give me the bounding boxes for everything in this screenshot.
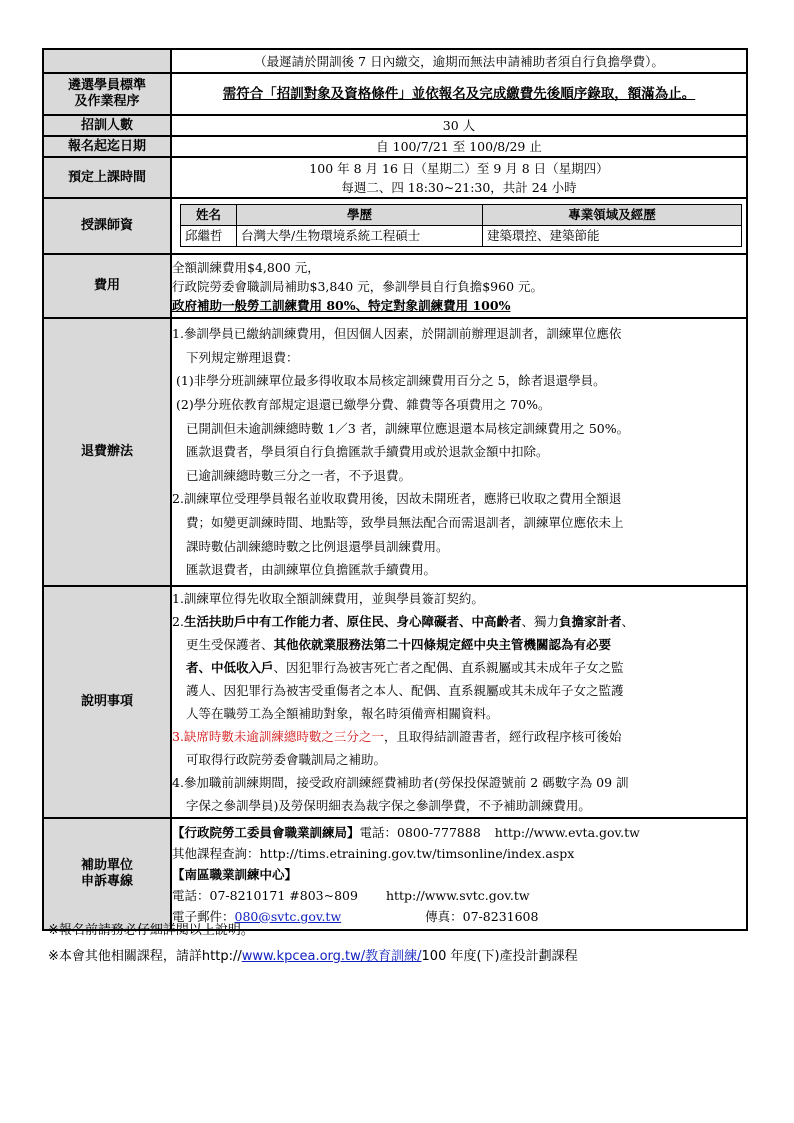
label-contact: 補助單位 申訴專線 bbox=[43, 818, 171, 930]
note-item-3: 3.缺席時數未逾訓練總時數之三分之一，且取得結訓證書者，經行政程序核可後始 bbox=[172, 729, 622, 744]
teacher-header-education: 學歷 bbox=[237, 204, 483, 225]
footnotes bbox=[48, 918, 748, 970]
note-item-4: 4.參加職前訓練期間，接受政府訓練經費補助者(勞保投保證號前 2 碼數字為 09 訓 bbox=[172, 775, 629, 790]
row-contact bbox=[43, 818, 747, 930]
svtc-url[interactable]: http://www.svtc.gov.tw bbox=[385, 887, 530, 903]
teacher-expertise: 建築環控、建築節能 bbox=[483, 225, 742, 246]
refund-line: (1)非學分班訓練單位最多得收取本局核定訓練費用百分之 5，餘者退還學員。 bbox=[176, 373, 606, 389]
teacher-education: 台灣大學/生物環境系統工程碩士 bbox=[237, 225, 483, 246]
row-notes bbox=[43, 586, 747, 818]
kpcea-link[interactable]: www.kpcea.org.tw/教育訓練/ bbox=[241, 949, 422, 964]
label-notes: 說明事項 bbox=[43, 586, 171, 818]
refund-line: 費；如變更訓練時間、地點等，致學員無法配合而需退訓者，訓練單位應依未上 bbox=[186, 514, 624, 530]
row-registration bbox=[43, 136, 747, 157]
svtc-phone: 電話：07-8210171 #803~809 bbox=[172, 887, 358, 903]
note-item-1: 1.訓練單位得先收取全額訓練費用，並與學員簽訂契約。 bbox=[172, 591, 484, 606]
refund-line: (2)學分班依教育部規定退還已繳學分費、雜費等各項費用之 70%。 bbox=[176, 397, 551, 413]
fax: 傳真：07-8231608 bbox=[425, 908, 539, 924]
refund-line: 1.參訓學員已繳納訓練費用，但因個人因素，於開訓前辦理退訓者，訓練單位應依 bbox=[172, 326, 622, 342]
evta-phone: 電話：0800-777888 bbox=[359, 824, 481, 840]
note-item-2: 2.生活扶助戶中有工作能力者、原住民、身心障礙者、中高齡者、獨力負擔家計者、 bbox=[172, 614, 634, 629]
row-payment-deadline bbox=[43, 49, 747, 73]
label-empty bbox=[43, 49, 171, 73]
course-info-table bbox=[42, 48, 748, 931]
label-fee: 費用 bbox=[43, 254, 171, 318]
teacher-table bbox=[180, 204, 742, 247]
refund-line: 已開訓但未逾訓練總時數 1／3 者，訓練單位應退還本局核定訓練費用之 50%。 bbox=[186, 420, 630, 436]
teacher-header-name: 姓名 bbox=[181, 204, 237, 225]
refund-policy bbox=[171, 318, 747, 586]
payment-deadline-note: （最遲請於開訓後 7 日內繳交，逾期而無法申請補助者須自行負擔學費）。 bbox=[171, 49, 747, 73]
refund-line: 匯款退費者，學員須自行負擔匯款手續費用或於退款金額中扣除。 bbox=[186, 444, 549, 460]
label-registration: 報名起迄日期 bbox=[43, 136, 171, 157]
row-schedule bbox=[43, 157, 747, 198]
refund-line: 匯款退費者，由訓練單位負擔匯款手續費用。 bbox=[186, 562, 437, 578]
footnote-1: ※報名前請務必仔細詳閱以上說明。 bbox=[48, 923, 254, 938]
refund-line: 下列規定辦理退費： bbox=[186, 349, 299, 365]
footnote-2: ※本會其他相關課程，請詳http://www.kpcea.org.tw/教育訓練/100 年度(下)產投計劃課程 bbox=[48, 949, 578, 964]
fee-value: 全額訓練費用$4,800 元， 行政院勞委會職訓局補助$3,840 元，參訓學員自行負擔$960 元。 政府補助一般勞工訓練費用 80%、特定對象訓練費用 100% bbox=[171, 254, 747, 318]
evta-url[interactable]: http://www.evta.gov.tw bbox=[494, 824, 640, 840]
refund-line: 課時數佔訓練總時數之比例退還學員訓練費用。 bbox=[186, 538, 449, 554]
row-fee bbox=[43, 254, 747, 318]
label-schedule: 預定上課時間 bbox=[43, 157, 171, 198]
row-selection bbox=[43, 73, 747, 115]
notes-content: 1.訓練單位得先收取全額訓練費用，並與學員簽訂契約。 2.生活扶助戶中有工作能力者、原住民、身心障礙者、中高齡者、獨力負擔家計者、 更生受保護者、其他依就業服務法第二十四條規定經中央主管機關認為有必要 者、中低收入戶、因犯罪行為被害死亡者之配偶、直系親屬或其未成年子女之監 護人、因犯罪行為被害受重傷者之本人、配偶、直系親屬或其未成年子女之監護 人等在職勞工為全額補助對象，報名時須備齊相關資料。 3.缺席時數未逾訓練總時數之三分之一，且取得結訓證書者，經行政程序核可後始 可取得行政院勞委會職訓局之補助。 4.參加職前訓練期間，接受政府訓練經費補助者(勞保投保證號前 2 碼數字為 09 訓 字保之參訓學員)及勞保明細表為裁字保之參訓學費，不予補助訓練費用。 bbox=[171, 586, 747, 818]
row-refund bbox=[43, 318, 747, 586]
row-teacher bbox=[43, 198, 747, 254]
teacher-name: 邱繼哲 bbox=[181, 225, 237, 246]
selection-text: 需符合「招訓對象及資格條件」並依報名及完成繳費先後順序錄取，額滿為止。 bbox=[171, 73, 747, 115]
fee-subsidy-note: 政府補助一般勞工訓練費用 80%、特定對象訓練費用 100% bbox=[172, 297, 511, 313]
contact-info: 【行政院勞工委員會職業訓練局】電話：0800-777888 http://www.evta.gov.tw 其他課程查詢：http://tims.etraining.gov.tw/timsonline/index.aspx 【南區職業訓練中心】 電話：07-8210171 #803~809 http://www.svtc.gov.tw 電子郵件：080@svtc.gov.tw 傳真：07-8231608 bbox=[171, 818, 747, 930]
label-teacher: 授課師資 bbox=[43, 198, 171, 254]
quota-value: 30 人 bbox=[171, 115, 747, 136]
refund-line: 已逾訓練總時數三分之一者，不予退費。 bbox=[186, 467, 412, 483]
email-link[interactable]: 080@svtc.gov.tw bbox=[234, 908, 342, 924]
row-quota bbox=[43, 115, 747, 136]
table-row bbox=[181, 225, 742, 246]
label-quota: 招訓人數 bbox=[43, 115, 171, 136]
refund-line: 2.訓練單位受理學員報名並收取費用後，因故未開班者，應將已收取之費用全額退 bbox=[172, 491, 622, 507]
teacher-header-expertise: 專業領域及經歷 bbox=[483, 204, 742, 225]
registration-value: 自 100/7/21 至 100/8/29 止 bbox=[171, 136, 747, 157]
teacher-header-row bbox=[181, 204, 742, 225]
schedule-value: 100 年 8 月 16 日（星期二）至 9 月 8 日（星期四） 每週二、四 18:30~21:30，共計 24 小時 bbox=[171, 157, 747, 198]
label-selection: 遴選學員標準 及作業程序 bbox=[43, 73, 171, 115]
label-refund: 退費辦法 bbox=[43, 318, 171, 586]
courses-link[interactable]: 其他課程查詢：http://tims.etraining.gov.tw/timsonline/index.aspx bbox=[172, 845, 575, 861]
svtc-name: 【南區職業訓練中心】 bbox=[172, 866, 298, 882]
teacher-cell bbox=[171, 198, 747, 254]
evta-name: 【行政院勞工委員會職業訓練局】 bbox=[172, 824, 360, 840]
